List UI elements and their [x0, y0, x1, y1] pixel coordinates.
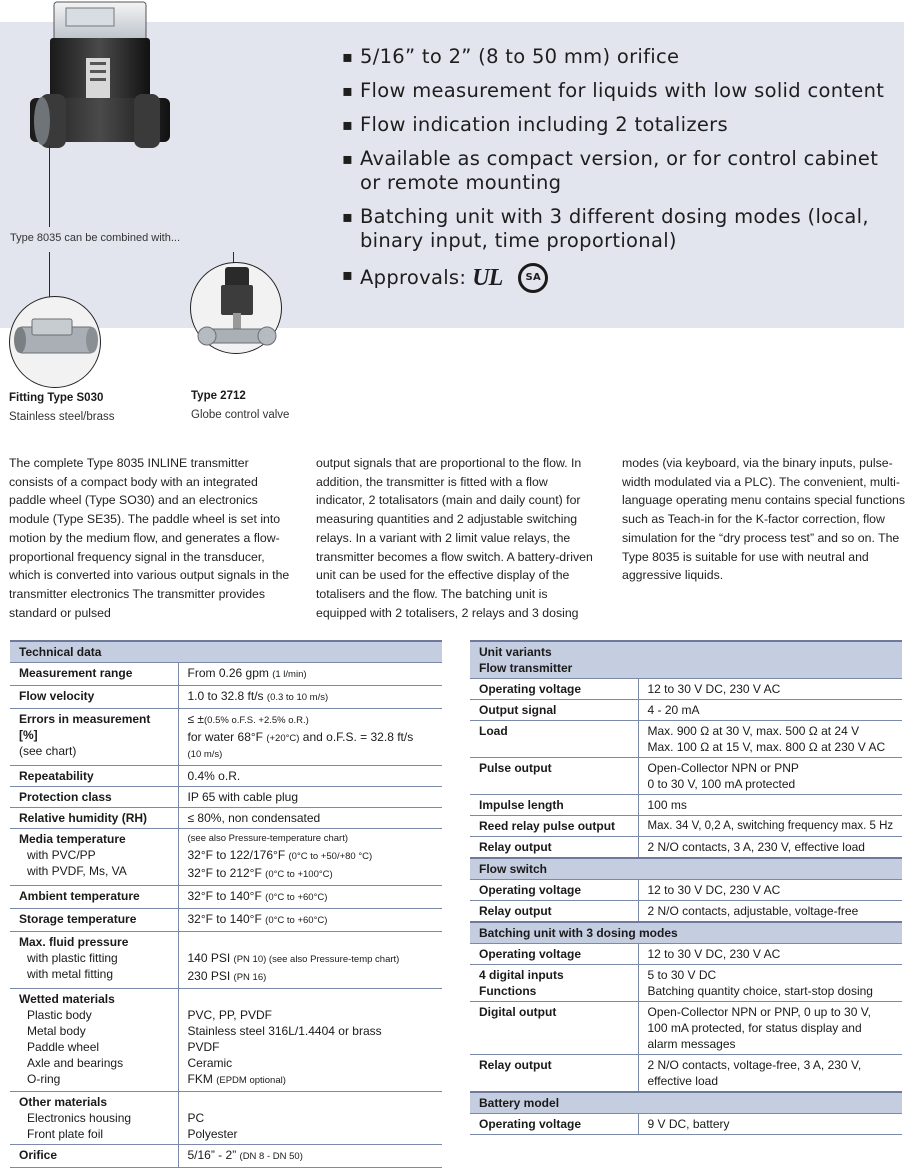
ul-logo: UL: [472, 265, 503, 291]
table-row: Relay output 2 N/O contacts, 3 A, 230 V, effective load: [470, 837, 902, 859]
description-column-2: output signals that are proportional to the flow. In addition, the transmitter is fitted with a flow indicator, 2 totalisators (main and daily count) for measuring quantities and 2 adjustable switching relays. In a variant with 2 limit value relays, the transmitter becomes a flow switch. A battery-driven unit can be used for the effective display of the totalisers and the flow. The batching unit is equipped with 2 totalisers, 2 relays and 3 dosing: [316, 456, 593, 620]
table-row: Relay output 2 N/O contacts, voltage-free, 3 A, 230 V, effective load: [470, 1055, 902, 1093]
table-header: Unit variants Flow transmitter: [470, 641, 902, 679]
table-row: Pulse output Open-Collector NPN or PNP 0 to 30 V, 100 mA protected: [470, 758, 902, 795]
flow-transmitter-image: [30, 0, 170, 175]
table-row: Digital output Open-Collector NPN or PNP, 0 up to 30 V, 100 mA protected, for status display and alarm messages: [470, 1002, 902, 1055]
table-header: Battery model: [470, 1092, 902, 1114]
description-column-1: The complete Type 8035 INLINE transmitter consists of a compact body with an integrated paddle wheel (Type SO30) and an electronics module (Type SE35). The paddle wheel is set into motion by the medium flow, and generates a flow-proportional frequency signal in the transducer, which is converted into various output signals in the transmitter electronics The transmitter provides standard or pulsed: [9, 456, 290, 620]
feature-item: ▪ Flow indication including 2 totalizers: [342, 113, 902, 137]
approvals-label: ▪ Approvals:: [360, 266, 467, 289]
table-row: Reed relay pulse output Max. 34 V, 0,2 A, switching frequency max. 5 Hz: [470, 816, 902, 837]
table-header: Technical data: [10, 641, 442, 663]
table-header: Batching unit with 3 dosing modes: [470, 922, 902, 944]
table-row: Output signal 4 - 20 mA: [470, 700, 902, 721]
technical-data-table: [10, 640, 442, 1168]
approvals-item: [342, 263, 902, 293]
table-row: Ambient temperature 32°F to 140°F (0°C to +60°C): [10, 886, 442, 909]
accessory-title: Type 2712: [191, 390, 246, 402]
table-row: Repeatability 0.4% o.R.: [10, 766, 442, 787]
fitting-image: [9, 296, 101, 388]
accessory-subtitle: Stainless steel/brass: [9, 411, 115, 423]
table-row: Relative humidity (RH) ≤ 80%, non condensated: [10, 808, 442, 829]
table-row: Max. fluid pressure with plastic fitting with metal fitting 140 PSI (PN 10) (see also Pressure-temp chart) 230 PSI (PN 16): [10, 932, 442, 989]
csa-logo: SA: [518, 263, 548, 293]
feature-item: ▪ Flow measurement for liquids with low solid content: [342, 79, 902, 103]
feature-item: ▪ Available as compact version, or for control cabinet or remote mounting: [342, 147, 902, 195]
table-row: Errors in measurement [%] (see chart) ≤ ±(0.5% o.F.S. +2.5% o.R.) for water 68°F (+20°C) and o.F.S. = 32.8 ft/s (10 m/s): [10, 709, 442, 766]
unit-variants-table: [470, 640, 902, 1135]
table-row: Operating voltage 12 to 30 V DC, 230 V AC: [470, 679, 902, 700]
table-row: Flow velocity 1.0 to 32.8 ft/s (0.3 to 10 m/s): [10, 686, 442, 709]
table-row: 4 digital inputs Functions 5 to 30 V DC Batching quantity choice, start-stop dosing: [470, 965, 902, 1002]
connector-line: [49, 252, 50, 300]
table-row: Impulse length 100 ms: [470, 795, 902, 816]
accessory-subtitle: Globe control valve: [191, 409, 290, 421]
table-row: Orifice 5/16” - 2” (DN 8 - DN 50): [10, 1145, 442, 1168]
feature-item: ▪ 5/16” to 2” (8 to 50 mm) orifice: [342, 45, 902, 69]
table-row: Other materials Electronics housing Front plate foil PC Polyester: [10, 1092, 442, 1145]
table-row: Measurement range From 0.26 gpm (1 l/min): [10, 663, 442, 686]
combined-with-text: Type 8035 can be combined with...: [10, 232, 180, 244]
description-column-3: modes (via keyboard, via the binary inputs, pulse-width modulated via a PLC). The convenient, multi-language operating menu contains special functions such as Teach-in for the K-factor correction, flow simulation for the “dry process test” and so on. The Type 8035 is suitable for use with neutral and aggressive liquids.: [622, 456, 906, 583]
table-row: Relay output 2 N/O contacts, adjustable, voltage-free: [470, 901, 902, 923]
table-row: Wetted materials Plastic body Metal body Paddle wheel Axle and bearings O-ring PVC, PP, PVDF Stainless steel 316L/1.4404 or brass PVDF Ceramic FKM (EPDM optional): [10, 989, 442, 1092]
table-row: Storage temperature 32°F to 140°F (0°C to +60°C): [10, 909, 442, 932]
table-row: Operating voltage 12 to 30 V DC, 230 V AC: [470, 944, 902, 965]
feature-item: ▪ Batching unit with 3 different dosing modes (local, binary input, time proportional): [342, 205, 902, 253]
table-row: Load Max. 900 Ω at 30 V, max. 500 Ω at 24 V Max. 100 Ω at 15 V, max. 800 Ω at 230 V AC: [470, 721, 902, 758]
table-row: Operating voltage 9 V DC, battery: [470, 1114, 902, 1135]
table-row: Protection class IP 65 with cable plug: [10, 787, 442, 808]
feature-list: [342, 45, 902, 303]
table-header: Flow switch: [470, 858, 902, 880]
accessory-title: Fitting Type S030: [9, 392, 104, 404]
table-row: Operating voltage 12 to 30 V DC, 230 V AC: [470, 880, 902, 901]
table-row: Media temperature with PVC/PP with PVDF, Ms, VA (see also Pressure-temperature chart) 32°F to 122/176°F (0°C to +50/+80 °C) 32°F to 212°F (0°C to +100°C): [10, 829, 442, 886]
valve-image: [190, 262, 282, 354]
connector-line: [49, 145, 50, 227]
